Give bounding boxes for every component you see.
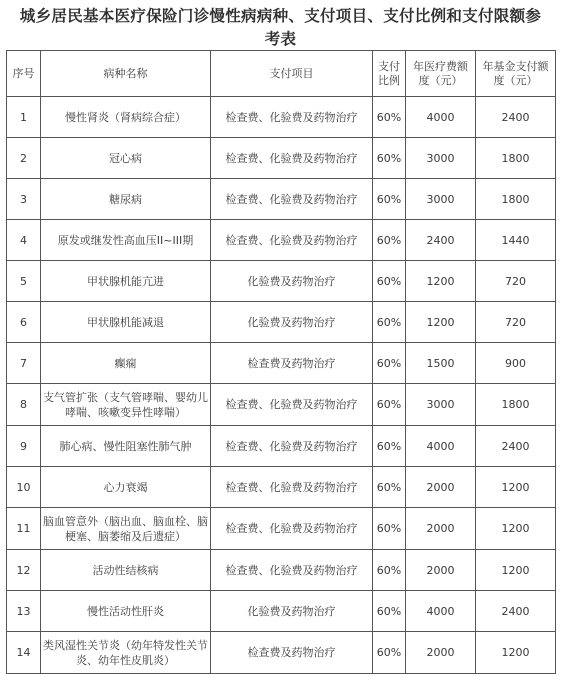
table-row bbox=[7, 467, 556, 508]
cell-payment-items: 检查费、化验费及药物治疗 bbox=[211, 426, 373, 467]
cell-annual-fee: 2400 bbox=[406, 220, 476, 261]
cell-annual-fee: 3000 bbox=[406, 138, 476, 179]
cell-disease-name: 脑血管意外（脑出血、脑血栓、脑梗塞、脑萎缩及后遗症） bbox=[41, 508, 211, 550]
cell-annual-fund: 1200 bbox=[476, 632, 556, 674]
cell-disease-name: 肺心病、慢性阻塞性肺气肿 bbox=[41, 426, 211, 467]
cell-disease-name: 原发或继发性高血压II~III期 bbox=[41, 220, 211, 261]
cell-disease-name: 癫痫 bbox=[41, 343, 211, 384]
cell-annual-fund: 1800 bbox=[476, 138, 556, 179]
cell-annual-fee: 3000 bbox=[406, 179, 476, 220]
cell-no: 3 bbox=[7, 179, 41, 220]
cell-payment-items: 检查费、化验费及药物治疗 bbox=[211, 179, 373, 220]
cell-payment-items: 化验费及药物治疗 bbox=[211, 302, 373, 343]
cell-payment-items: 检查费及药物治疗 bbox=[211, 343, 373, 384]
cell-annual-fund: 1800 bbox=[476, 384, 556, 426]
cell-payment-ratio: 60% bbox=[373, 138, 406, 179]
cell-no: 14 bbox=[7, 632, 41, 674]
cell-no: 6 bbox=[7, 302, 41, 343]
cell-disease-name: 甲状腺机能减退 bbox=[41, 302, 211, 343]
cell-payment-items: 检查费、化验费及药物治疗 bbox=[211, 384, 373, 426]
cell-no: 11 bbox=[7, 508, 41, 550]
cell-annual-fund: 720 bbox=[476, 261, 556, 302]
cell-payment-ratio: 60% bbox=[373, 591, 406, 632]
cell-disease-name: 类风湿性关节炎（幼年特发性关节炎、幼年性皮肌炎） bbox=[41, 632, 211, 674]
header-disease-name: 病种名称 bbox=[41, 51, 211, 97]
cell-disease-name: 冠心病 bbox=[41, 138, 211, 179]
cell-annual-fee: 2000 bbox=[406, 508, 476, 550]
cell-payment-ratio: 60% bbox=[373, 302, 406, 343]
cell-payment-ratio: 60% bbox=[373, 220, 406, 261]
payment-standard-table bbox=[6, 50, 556, 674]
table-row bbox=[7, 550, 556, 591]
cell-annual-fund: 1200 bbox=[476, 508, 556, 550]
cell-disease-name: 慢性活动性肝炎 bbox=[41, 591, 211, 632]
cell-payment-ratio: 60% bbox=[373, 467, 406, 508]
cell-payment-ratio: 60% bbox=[373, 384, 406, 426]
table-row bbox=[7, 220, 556, 261]
cell-payment-items: 检查费、化验费及药物治疗 bbox=[211, 220, 373, 261]
table-row bbox=[7, 508, 556, 550]
cell-annual-fund: 1200 bbox=[476, 467, 556, 508]
cell-payment-ratio: 60% bbox=[373, 343, 406, 384]
cell-no: 4 bbox=[7, 220, 41, 261]
cell-no: 1 bbox=[7, 97, 41, 138]
cell-annual-fee: 1200 bbox=[406, 261, 476, 302]
cell-annual-fee: 1200 bbox=[406, 302, 476, 343]
cell-disease-name: 糖尿病 bbox=[41, 179, 211, 220]
cell-no: 9 bbox=[7, 426, 41, 467]
cell-disease-name: 支气管扩张（支气管哮喘、婴幼儿哮喘、咳嗽变异性哮喘） bbox=[41, 384, 211, 426]
cell-annual-fee: 4000 bbox=[406, 97, 476, 138]
cell-disease-name: 心力衰竭 bbox=[41, 467, 211, 508]
cell-payment-ratio: 60% bbox=[373, 179, 406, 220]
table-row bbox=[7, 384, 556, 426]
title-line-2: 考表 bbox=[264, 29, 297, 48]
cell-no: 8 bbox=[7, 384, 41, 426]
table-row bbox=[7, 97, 556, 138]
cell-no: 7 bbox=[7, 343, 41, 384]
cell-no: 10 bbox=[7, 467, 41, 508]
header-annual-fee: 年医疗费额度（元） bbox=[406, 51, 476, 97]
cell-annual-fund: 720 bbox=[476, 302, 556, 343]
table-row bbox=[7, 302, 556, 343]
cell-payment-ratio: 60% bbox=[373, 97, 406, 138]
cell-annual-fee: 2000 bbox=[406, 467, 476, 508]
cell-annual-fund: 1200 bbox=[476, 550, 556, 591]
cell-payment-items: 检查费、化验费及药物治疗 bbox=[211, 550, 373, 591]
table-body bbox=[7, 97, 556, 674]
cell-annual-fund: 2400 bbox=[476, 426, 556, 467]
cell-payment-items: 化验费及药物治疗 bbox=[211, 591, 373, 632]
cell-annual-fund: 900 bbox=[476, 343, 556, 384]
table-row bbox=[7, 179, 556, 220]
cell-annual-fee: 3000 bbox=[406, 384, 476, 426]
cell-payment-ratio: 60% bbox=[373, 261, 406, 302]
cell-annual-fund: 2400 bbox=[476, 97, 556, 138]
cell-disease-name: 活动性结核病 bbox=[41, 550, 211, 591]
cell-payment-ratio: 60% bbox=[373, 426, 406, 467]
cell-annual-fund: 1800 bbox=[476, 179, 556, 220]
table-row bbox=[7, 343, 556, 384]
cell-payment-items: 检查费、化验费及药物治疗 bbox=[211, 467, 373, 508]
cell-no: 2 bbox=[7, 138, 41, 179]
cell-payment-ratio: 60% bbox=[373, 508, 406, 550]
title-line-1: 城乡居民基本医疗保险门诊慢性病病种、支付项目、支付比例和支付限额参 bbox=[19, 6, 542, 25]
cell-annual-fee: 4000 bbox=[406, 591, 476, 632]
cell-disease-name: 慢性肾炎（肾病综合症） bbox=[41, 97, 211, 138]
cell-annual-fee: 2000 bbox=[406, 632, 476, 674]
cell-annual-fund: 2400 bbox=[476, 591, 556, 632]
cell-annual-fund: 1440 bbox=[476, 220, 556, 261]
cell-payment-items: 化验费及药物治疗 bbox=[211, 261, 373, 302]
table-header-row bbox=[7, 51, 556, 97]
table-row bbox=[7, 591, 556, 632]
table-row bbox=[7, 426, 556, 467]
cell-payment-ratio: 60% bbox=[373, 632, 406, 674]
cell-annual-fee: 4000 bbox=[406, 426, 476, 467]
document-title bbox=[8, 4, 553, 50]
cell-no: 12 bbox=[7, 550, 41, 591]
cell-payment-items: 检查费、化验费及药物治疗 bbox=[211, 138, 373, 179]
cell-payment-items: 检查费、化验费及药物治疗 bbox=[211, 97, 373, 138]
table-row bbox=[7, 261, 556, 302]
cell-annual-fee: 1500 bbox=[406, 343, 476, 384]
cell-no: 13 bbox=[7, 591, 41, 632]
header-payment-items: 支付项目 bbox=[211, 51, 373, 97]
header-no: 序号 bbox=[7, 51, 41, 97]
cell-annual-fee: 2000 bbox=[406, 550, 476, 591]
cell-payment-ratio: 60% bbox=[373, 550, 406, 591]
header-annual-fund: 年基金支付额度（元） bbox=[476, 51, 556, 97]
cell-payment-items: 检查费及药物治疗 bbox=[211, 632, 373, 674]
cell-payment-items: 检查费、化验费及药物治疗 bbox=[211, 508, 373, 550]
cell-disease-name: 甲状腺机能亢进 bbox=[41, 261, 211, 302]
table-row bbox=[7, 632, 556, 674]
table-row bbox=[7, 138, 556, 179]
header-payment-ratio: 支付比例 bbox=[373, 51, 406, 97]
cell-no: 5 bbox=[7, 261, 41, 302]
